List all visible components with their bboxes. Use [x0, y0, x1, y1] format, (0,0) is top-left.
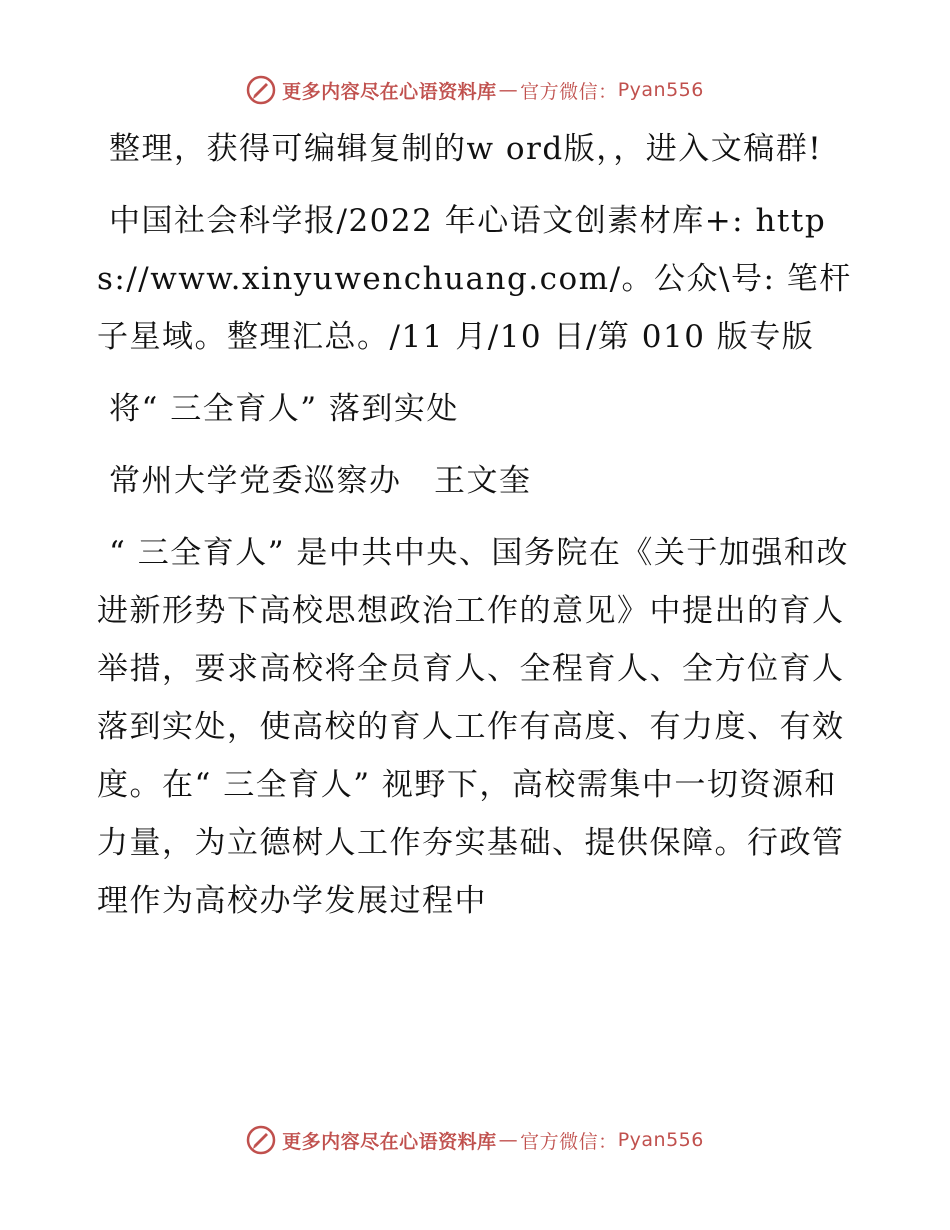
paragraph-intro: 整理，获得可编辑复制的w ord版，，进入文稿群! [109, 131, 823, 167]
wechat-label: 官方微信： [520, 80, 618, 103]
brand-text: 更多内容尽在心语资料库 [282, 80, 497, 103]
footer-banner [0, 1120, 950, 1160]
wechat-id: Pyan556 [617, 79, 704, 101]
brand-text: 更多内容尽在心语资料库 [282, 1130, 497, 1153]
dash-separator: — [498, 79, 519, 101]
logo-icon [246, 75, 276, 105]
article-author: 常州大学党委巡察办 王文奎 [109, 463, 532, 499]
wechat-label: 官方微信： [520, 1130, 618, 1153]
wechat-id: Pyan556 [617, 1129, 704, 1151]
paragraph-body: “ 三全育人” 是中共中央、国务院在《关于加强和改进新形势下高校思想政治工作的意见》中提出的育人举措，要求高校将全员育人、全程育人、全方位育人落到实处，使高校的育人工作有高度、有力度、有效度。在“ 三全育人” 视野下，高校需集中一切资源和力量，为立德树人工作夯实基础、提供保障。行政管理作为高校办学发展过程中 [97, 535, 849, 919]
article-title: 将“ 三全育人” 落到实处 [109, 391, 459, 427]
paragraph-source: 中国社会科学报/2022 年心语文创素材库+: https://www.xinyuwenchuang.com/。公众\号: 笔杆子星域。整理汇总。/11 月/10 日/第 010 版专版 [97, 203, 852, 355]
header-banner [0, 70, 950, 110]
document-body [97, 120, 857, 944]
dash-separator: — [498, 1129, 519, 1151]
logo-icon [246, 1125, 276, 1155]
